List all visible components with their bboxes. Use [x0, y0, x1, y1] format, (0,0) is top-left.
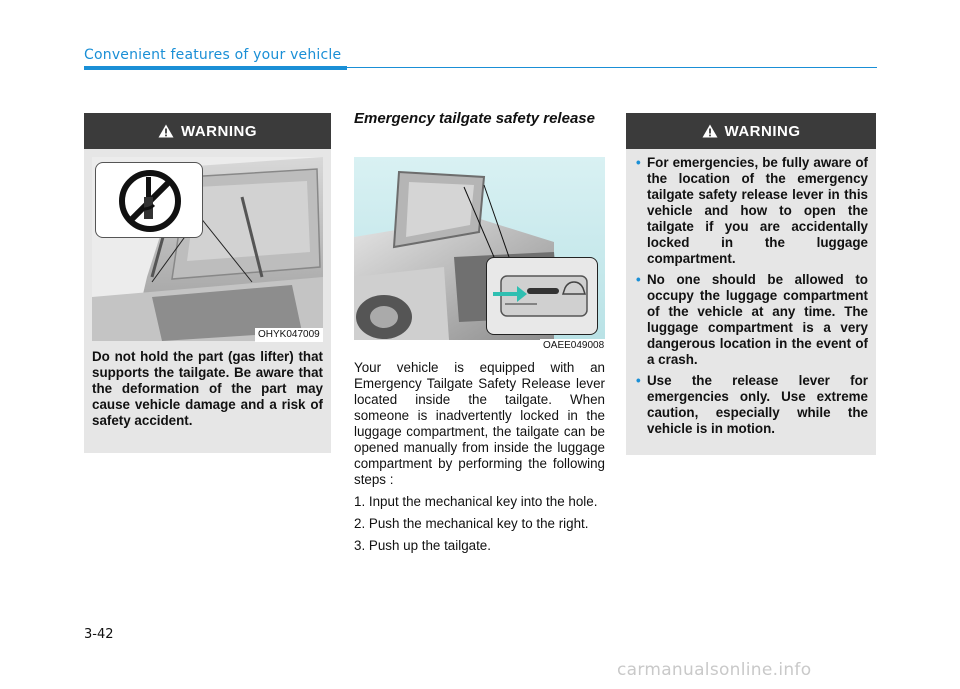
left-warning-text: Do not hold the part (gas lifter) that supports the tailgate. Be aware that the deformation of the part may cause vehicle damage and a risk of safety accident.: [92, 349, 323, 428]
warning-list-item: [636, 272, 868, 368]
warning-item-text: No one should be allowed to occupy the luggage compartment of the vehicle at any time. The luggage compartment is a very dangerous location in the event of a crash.: [647, 272, 868, 367]
bullet-dot: •: [636, 155, 641, 170]
release-paragraph: Your vehicle is equipped with an Emergency Tailgate Safety Release lever located inside the tailgate. When someone is inadvertently locked in the luggage compartment, the tailgate can be opened manually from inside the luggage compartment by performing the following steps :: [354, 360, 605, 487]
warning-list-item: [636, 373, 868, 437]
title-rule-line: [347, 67, 877, 68]
warning-icon: [702, 124, 718, 138]
right-warning-box: [626, 113, 876, 455]
watermark: carmanualsonline.info: [617, 660, 812, 680]
middle-image-code: OAEE049008: [540, 339, 607, 353]
emergency-release-description: [354, 360, 605, 560]
left-warning-header: [84, 113, 331, 149]
no-hold-callout: [95, 162, 203, 238]
page-number: 3-42: [84, 627, 114, 642]
right-warning-header: [626, 113, 876, 149]
warning-item-text: For emergencies, be fully aware of the location of the emergency tailgate safety release lever in this vehicle and how to open the tailgate if you are accidentally locked in the luggage compartment.: [647, 155, 868, 266]
step-item: 1. Input the mechanical key into the hole.: [354, 494, 598, 509]
warning-icon: [158, 124, 174, 138]
release-lever-callout: [486, 257, 598, 335]
title-rule: [84, 66, 347, 70]
warning-item-text: Use the release lever for emergencies only. Use extreme caution, especially while the vehicle is in motion.: [647, 373, 868, 436]
left-warning-heading: WARNING: [181, 122, 257, 140]
right-warning-list: [636, 155, 868, 437]
section-title: Convenient features of your vehicle: [84, 47, 342, 63]
bullet-dot: •: [636, 373, 641, 388]
emergency-release-title: Emergency tailgate safety release: [354, 110, 595, 127]
right-warning-heading: WARNING: [724, 122, 801, 140]
release-steps: [354, 494, 605, 554]
step-item: 3. Push up the tailgate.: [354, 538, 491, 553]
step-item: 2. Push the mechanical key to the right.: [354, 516, 589, 531]
warning-list-item: [636, 155, 868, 267]
bullet-dot: •: [636, 272, 641, 287]
left-image-code: OHYK047009: [255, 328, 323, 342]
right-warning-text: [636, 155, 868, 442]
